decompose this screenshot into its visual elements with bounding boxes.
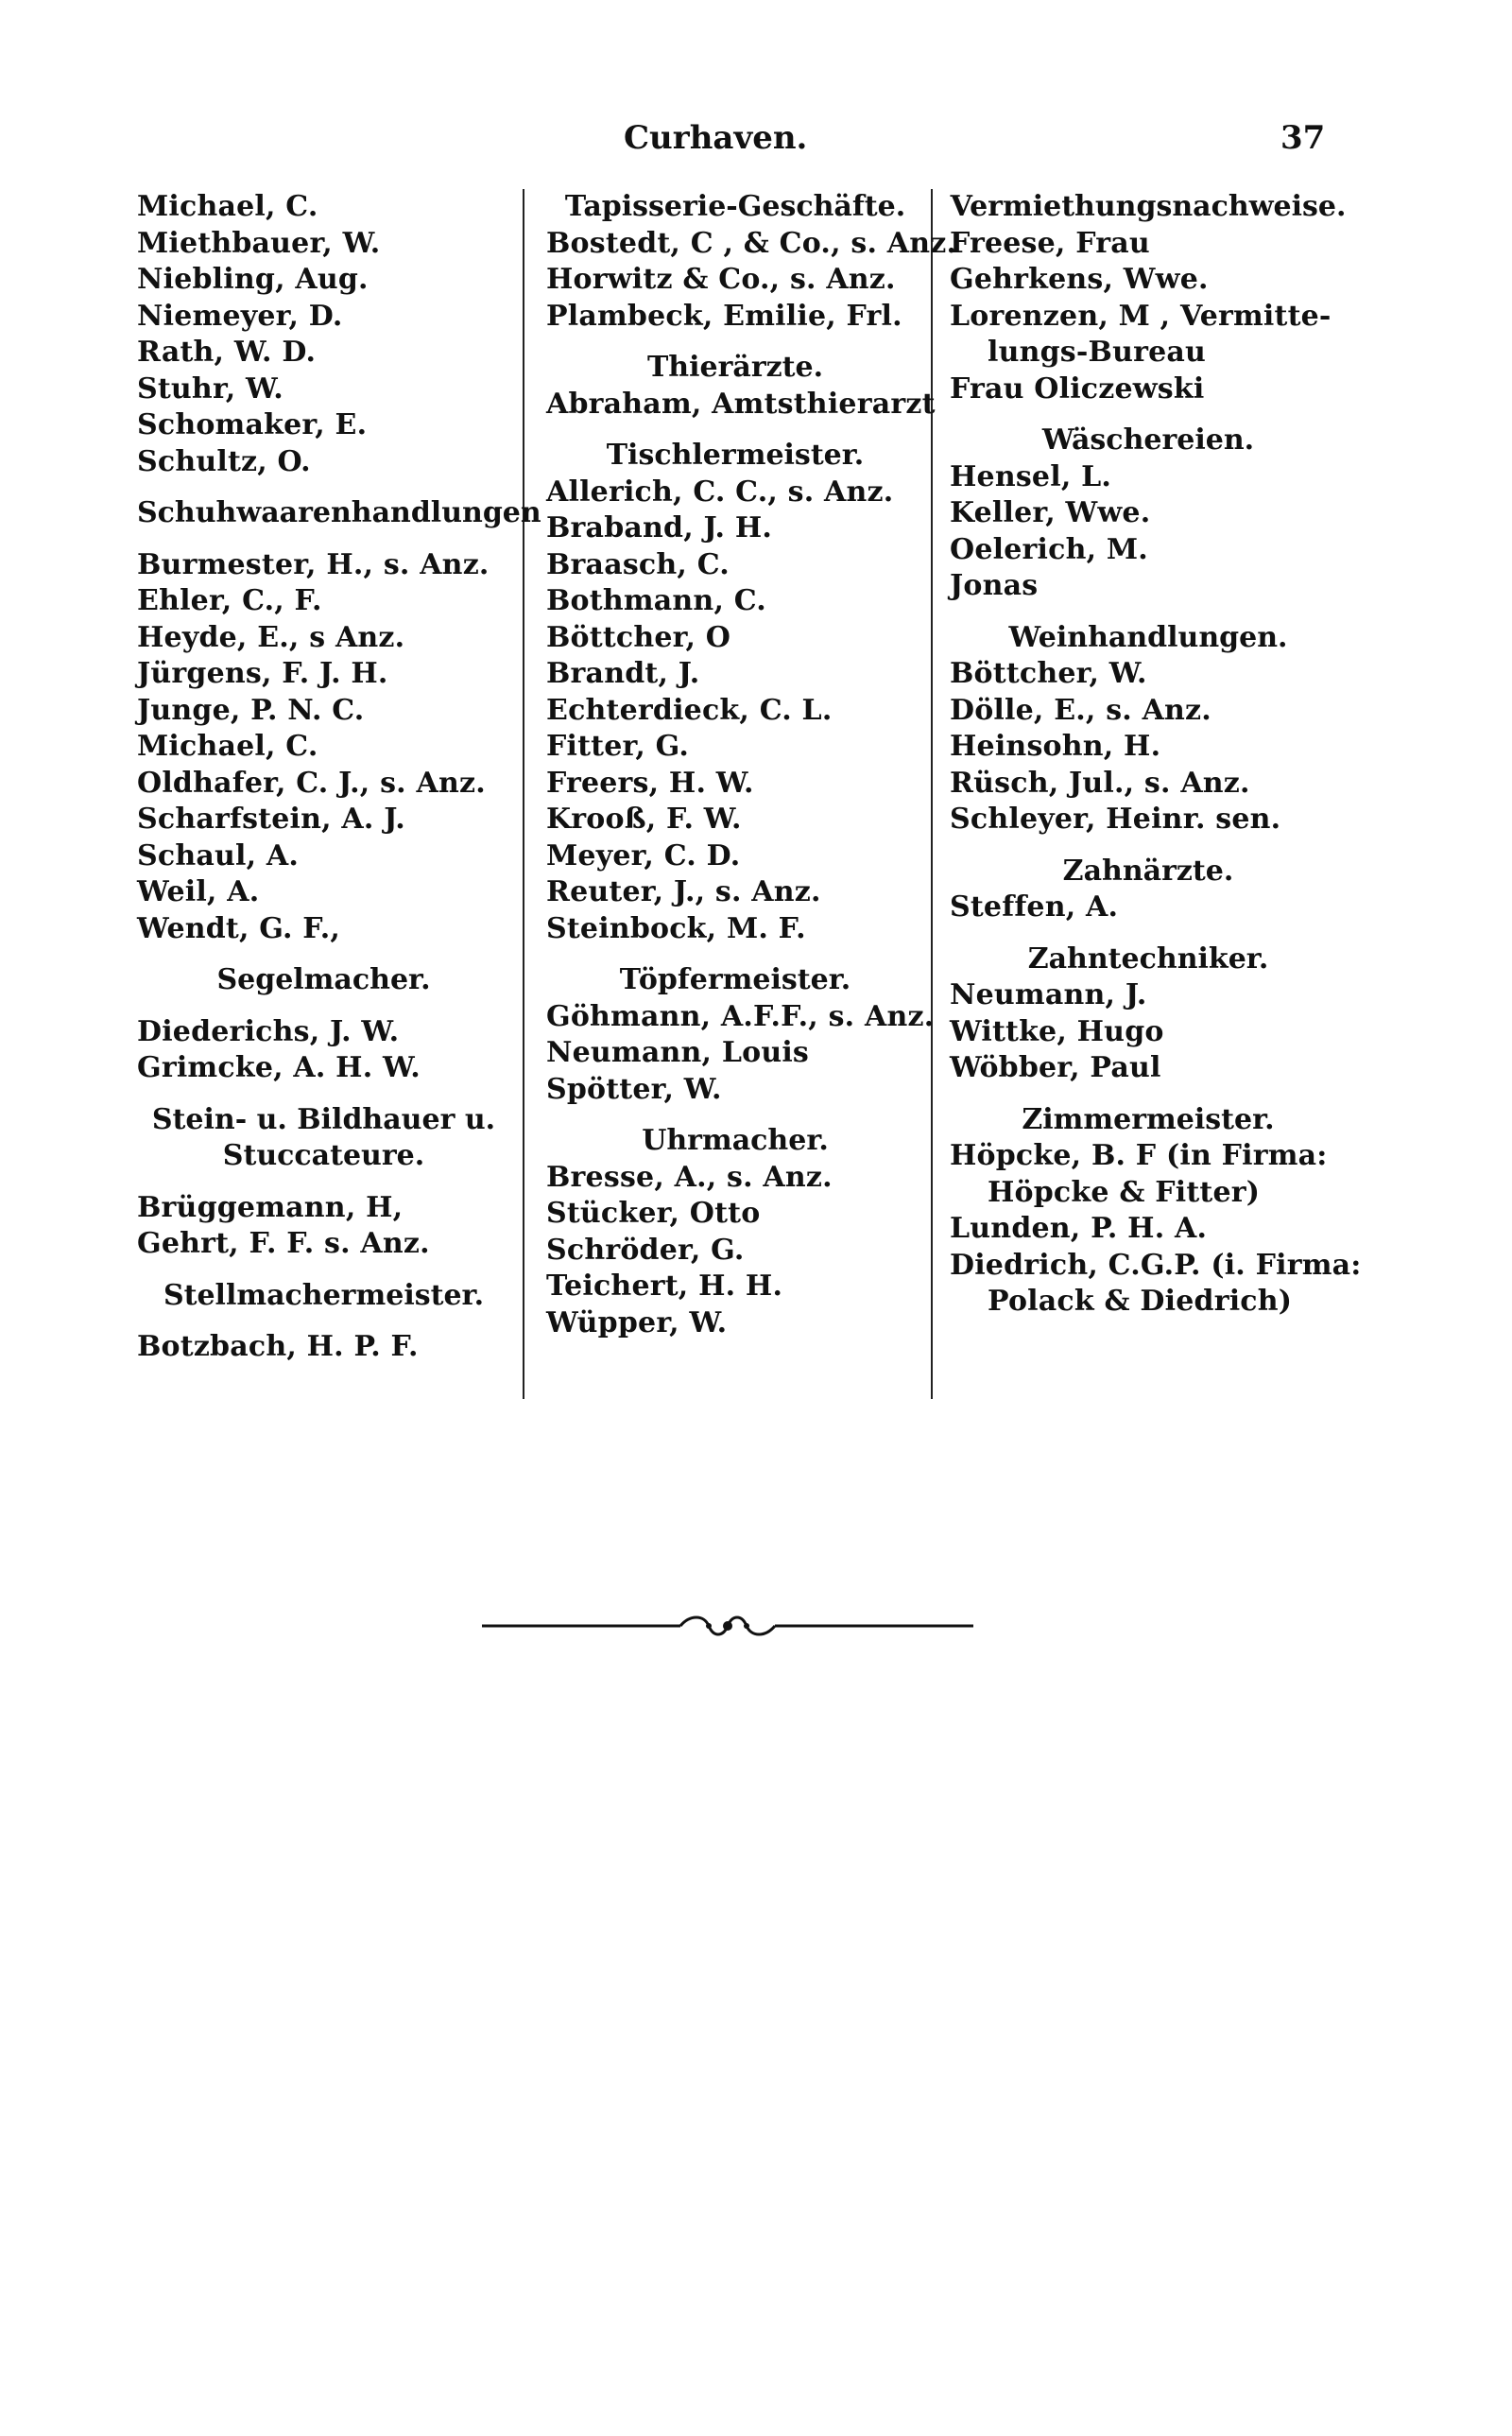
list-item: Braband, J. H. [546, 511, 773, 544]
list-item: Jürgens, F. J. H. [137, 657, 388, 690]
list-item: Michael, C. [137, 730, 318, 763]
column-divider-1 [523, 189, 524, 1399]
list-item: Höpcke & Fitter) [988, 1175, 1261, 1209]
list-item: Wüpper, W. [546, 1305, 728, 1339]
list-item: Oelerich, M. [950, 532, 1148, 566]
list-item: Schomaker, E. [137, 408, 368, 441]
list-item: Wöbber, Paul [950, 1051, 1161, 1084]
list-item: Brüggemann, H, [137, 1190, 404, 1224]
decorative-scroll-ornament-icon [482, 1612, 973, 1640]
list-item: Keller, Wwe. [950, 496, 1151, 529]
list-item: Miethbauer, W. [137, 226, 381, 260]
section-heading-waeschereien: Wäschereien. [1041, 423, 1255, 457]
list-item: Lunden, P. H. A. [950, 1212, 1208, 1245]
section-heading-thieraerzte: Thierärzte. [646, 351, 824, 384]
list-item: Diedrich, C.G.P. (i. Firma: [950, 1248, 1362, 1282]
list-item: Meyer, C. D. [546, 838, 741, 872]
list-item: Böttcher, W. [950, 657, 1147, 690]
section-heading-zimmermeister: Zimmermeister. [1022, 1102, 1275, 1136]
section-heading-zahntechniker: Zahntechniker. [1027, 942, 1269, 976]
list-item: Ehler, C., F. [137, 584, 322, 617]
list-item: Jonas [950, 569, 1039, 602]
section-heading-vermiethung: Vermiethungsnachweise. [950, 190, 1347, 223]
column-divider-2 [931, 189, 933, 1399]
list-item: Schröder, G. [546, 1233, 745, 1267]
list-item: Burmester, H., s. Anz. [137, 547, 490, 581]
list-item: Neumann, J. [950, 978, 1147, 1011]
list-item: Braasch, C. [546, 547, 730, 581]
section-heading-schuhwaaren: Schuhwaarenhandlungen [137, 496, 541, 529]
list-item: Abraham, Amtsthierarzt [546, 387, 936, 421]
list-item: Stuhr, W. [137, 371, 284, 406]
list-item: Spötter, W. [546, 1072, 722, 1106]
list-item: Bresse, A., s. Anz. [546, 1160, 833, 1194]
list-item: Steffen, A. [950, 890, 1119, 924]
list-item: Göhmann, A.F.F., s. Anz. [546, 999, 935, 1033]
list-item: Freers, H. W. [546, 766, 754, 800]
list-item: Schultz, O. [137, 444, 311, 478]
list-item: Polack & Diedrich) [988, 1285, 1293, 1318]
list-item: Hensel, L. [950, 459, 1112, 493]
column-1 [137, 189, 541, 1366]
section-heading-tapisserie: Tapisserie-Geschäfte. [564, 190, 906, 223]
section-heading-steinbildhauer: Stein- u. Bildhauer u. [151, 1102, 496, 1136]
list-item: Horwitz & Co., s. Anz. [546, 263, 896, 296]
list-item: Stücker, Otto [546, 1197, 761, 1230]
list-item: Oldhafer, C. J., s. Anz. [137, 766, 486, 800]
page-header-title: Curhaven. [624, 119, 808, 157]
section-heading-segelmacher: Segelmacher. [216, 963, 431, 996]
list-item: Bothmann, C. [546, 584, 766, 617]
list-item: Wittke, Hugo [950, 1014, 1164, 1048]
list-item: Botzbach, H. P. F. [137, 1330, 419, 1363]
list-item: Grimcke, A. H. W. [137, 1051, 421, 1084]
list-item: Plambeck, Emilie, Frl. [546, 299, 902, 333]
list-item: Weil, A. [137, 875, 260, 908]
list-item: Neumann, Louis [546, 1036, 810, 1069]
list-item: Diederichs, J. W. [137, 1014, 400, 1048]
list-item: Krooß, F. W. [546, 803, 742, 836]
list-item: Frau Oliczewski [950, 371, 1205, 406]
list-item: Rath, W. D. [137, 336, 317, 369]
list-item: Schleyer, Heinr. sen. [950, 803, 1281, 836]
list-item: Teichert, H. H. [546, 1270, 783, 1303]
list-item: Allerich, C. C., s. Anz. [546, 475, 894, 509]
list-item: Fitter, G. [546, 730, 690, 763]
list-item: Gehrkens, Wwe. [950, 263, 1209, 296]
list-item: Brandt, J. [546, 657, 700, 690]
list-item: Schaul, A. [137, 838, 299, 872]
list-item: Reuter, J., s. Anz. [546, 875, 821, 908]
section-heading-zahnaerzte: Zahnärzte. [1062, 854, 1234, 888]
section-heading-stuccateure: Stuccateure. [222, 1139, 425, 1172]
list-item: Dölle, E., s. Anz. [950, 693, 1211, 727]
list-item: Freese, Frau [950, 226, 1150, 260]
list-item: Gehrt, F. F. s. Anz. [137, 1227, 430, 1260]
list-item: Echterdieck, C. L. [546, 693, 833, 727]
list-item: Steinbock, M. F. [546, 911, 806, 945]
list-item: lungs-Bureau [988, 336, 1207, 369]
list-item: Scharfstein, A. J. [137, 803, 405, 836]
section-heading-weinhandlungen: Weinhandlungen. [1008, 620, 1288, 654]
list-item: Niebling, Aug. [137, 263, 369, 296]
list-item: Rüsch, Jul., s. Anz. [950, 766, 1250, 800]
list-item: Niemeyer, D. [137, 299, 343, 333]
list-item: Lorenzen, M , Vermitte- [950, 299, 1332, 333]
section-heading-tischlermeister: Tischlermeister. [606, 439, 865, 472]
list-item: Heinsohn, H. [950, 730, 1161, 763]
list-item: Bostedt, C , & Co., s. Anz. [546, 226, 957, 260]
list-item: Junge, P. N. C. [137, 693, 365, 727]
list-item: Höpcke, B. F (in Firma: [950, 1139, 1328, 1172]
list-item: Heyde, E., s Anz. [137, 620, 405, 654]
list-item: Böttcher, O [546, 620, 731, 654]
page-number: 37 [1280, 119, 1326, 157]
column-2 [546, 189, 957, 1341]
column-3 [950, 189, 1362, 1321]
section-heading-stellmacher: Stellmachermeister. [163, 1278, 485, 1312]
section-heading-toepfermeister: Töpfermeister. [619, 963, 851, 996]
section-heading-uhrmacher: Uhrmacher. [642, 1124, 829, 1157]
list-item: Wendt, G. F., [137, 911, 341, 945]
list-item: Michael, C. [137, 190, 318, 223]
